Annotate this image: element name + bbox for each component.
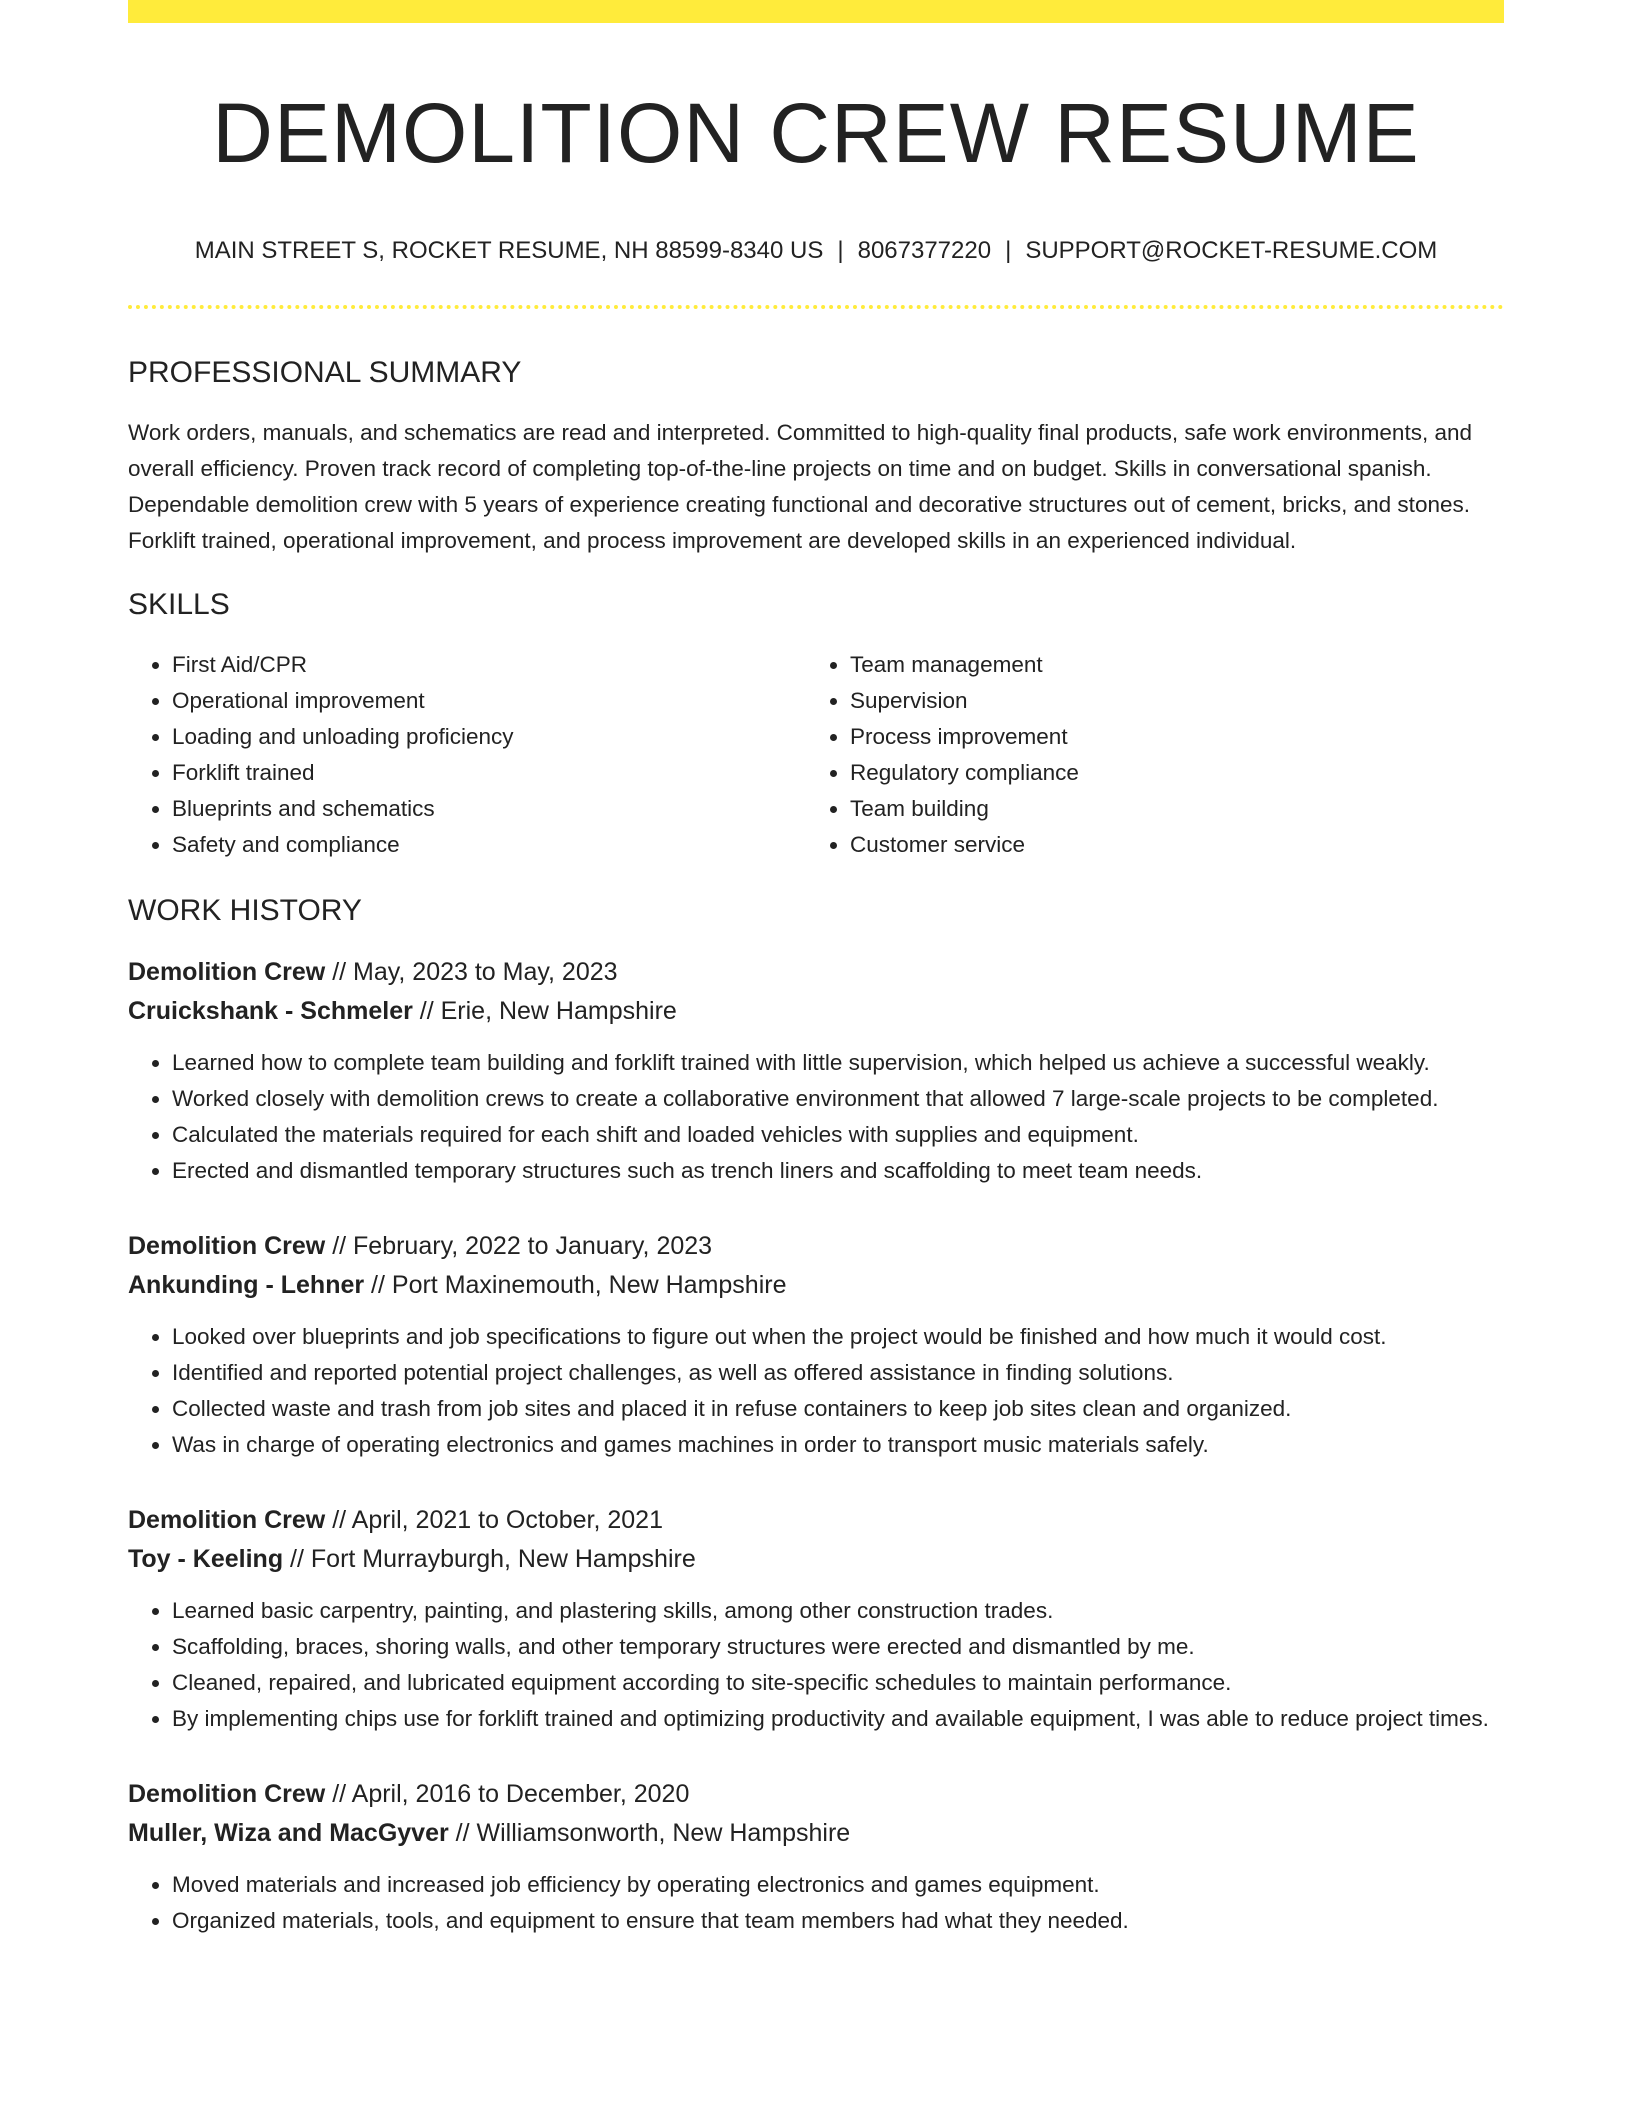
contact-separator: | xyxy=(1005,237,1012,264)
job-location: // Port Maxinemouth, New Hampshire xyxy=(364,1271,787,1299)
job-bullets xyxy=(128,1593,1504,1737)
job-bullets xyxy=(128,1867,1504,1939)
address-text: MAIN STREET S, ROCKET RESUME, NH 88599-8340 US xyxy=(194,237,824,264)
dotted-divider xyxy=(128,305,1504,309)
skills-column-right xyxy=(806,647,1484,863)
job-bullet: • Erected and dismantled temporary structures such as trench liners and scaffolding to meet team needs. xyxy=(172,1153,1504,1189)
job-title: Demolition Crew xyxy=(128,1232,326,1260)
skill-item: • Customer service xyxy=(850,827,1484,863)
job-bullet: • By implementing chips use for forklift trained and optimizing productivity and available equipment, I was able to reduce project times. xyxy=(172,1701,1504,1737)
job-company-line xyxy=(128,1540,1504,1579)
job-company-line xyxy=(128,992,1504,1031)
contact-line xyxy=(128,235,1504,267)
skill-item: • Team management xyxy=(850,647,1484,683)
job-bullet: • Calculated the materials required for each shift and loaded vehicles with supplies and equipment. xyxy=(172,1117,1504,1153)
job-entry xyxy=(128,1501,1504,1737)
job-company: Cruickshank - Schmeler xyxy=(128,997,413,1025)
summary-text: Work orders, manuals, and schematics are read and interpreted. Committed to high-quality final products, safe work environments, and overall efficiency. Proven track record of completing top-of-the-line projects on time and on budget. Skills in conversational spanish. Dependable demolition crew with 5 years of experience creating functional and decorative structures out of cement, bricks, and stones. Forklift trained, operational improvement, and process improvement are developed skills in an experienced individual. xyxy=(128,420,1472,553)
contact-separator: | xyxy=(837,237,844,264)
job-company-line xyxy=(128,1266,1504,1305)
phone-text: 8067377220 xyxy=(857,237,992,264)
job-dates: // February, 2022 to January, 2023 xyxy=(325,1232,713,1260)
job-entry xyxy=(128,1775,1504,1939)
job-bullet: • Identified and reported potential project challenges, as well as offered assistance in finding solutions. xyxy=(172,1355,1504,1391)
job-title-line xyxy=(128,1501,1504,1540)
job-bullet: • Organized materials, tools, and equipment to ensure that team members had what they needed. xyxy=(172,1903,1504,1939)
summary-heading: PROFESSIONAL SUMMARY xyxy=(128,356,522,389)
job-company: Ankunding - Lehner xyxy=(128,1271,365,1299)
job-bullet: • Looked over blueprints and job specifications to figure out when the project would be finished and how much it would cost. xyxy=(172,1319,1504,1355)
skill-item: • First Aid/CPR xyxy=(172,647,806,683)
skill-item: • Team building xyxy=(850,791,1484,827)
job-bullet: • Learned basic carpentry, painting, and plastering skills, among other construction trades. xyxy=(172,1593,1504,1629)
job-title-line xyxy=(128,1227,1504,1266)
job-bullet: • Worked closely with demolition crews to create a collaborative environment that allowed 7 large-scale projects to be completed. xyxy=(172,1081,1504,1117)
accent-top-bar xyxy=(128,0,1504,23)
job-bullet: • Scaffolding, braces, shoring walls, and other temporary structures were erected and dismantled by me. xyxy=(172,1629,1504,1665)
job-company: Muller, Wiza and MacGyver xyxy=(128,1819,449,1847)
skills-grid xyxy=(128,647,1504,863)
job-title: Demolition Crew xyxy=(128,1780,326,1808)
job-title: Demolition Crew xyxy=(128,958,326,986)
job-title-line xyxy=(128,953,1504,992)
job-entry xyxy=(128,1227,1504,1463)
skills-column-left xyxy=(128,647,806,863)
job-title: Demolition Crew xyxy=(128,1506,326,1534)
skill-item: • Regulatory compliance xyxy=(850,755,1484,791)
job-bullet: • Was in charge of operating electronics and games machines in order to transport music materials safely. xyxy=(172,1427,1504,1463)
job-location: // Erie, New Hampshire xyxy=(412,997,677,1025)
job-location: // Williamsonworth, New Hampshire xyxy=(448,1819,851,1847)
resume-title: DEMOLITION CREW RESUME xyxy=(212,86,1420,180)
job-bullets xyxy=(128,1319,1504,1463)
job-dates: // May, 2023 to May, 2023 xyxy=(325,958,618,986)
job-company-line xyxy=(128,1814,1504,1853)
skill-item: • Blueprints and schematics xyxy=(172,791,806,827)
job-location: // Fort Murrayburgh, New Hampshire xyxy=(283,1545,696,1573)
job-bullet: • Moved materials and increased job efficiency by operating electronics and games equipment. xyxy=(172,1867,1504,1903)
job-bullets xyxy=(128,1045,1504,1189)
job-bullet: • Collected waste and trash from job sites and placed it in refuse containers to keep job sites clean and organized. xyxy=(172,1391,1504,1427)
job-dates: // April, 2016 to December, 2020 xyxy=(325,1780,690,1808)
skill-item: • Process improvement xyxy=(850,719,1484,755)
skill-item: • Loading and unloading proficiency xyxy=(172,719,806,755)
skill-item: • Supervision xyxy=(850,683,1484,719)
skill-item: • Operational improvement xyxy=(172,683,806,719)
email-text: SUPPORT@ROCKET-RESUME.COM xyxy=(1025,237,1438,264)
work-history-heading: WORK HISTORY xyxy=(128,894,362,927)
job-title-line xyxy=(128,1775,1504,1814)
skill-item: • Forklift trained xyxy=(172,755,806,791)
job-bullet: • Cleaned, repaired, and lubricated equipment according to site-specific schedules to maintain performance. xyxy=(172,1665,1504,1701)
resume-page xyxy=(128,0,1504,1939)
job-company: Toy - Keeling xyxy=(128,1545,284,1573)
skill-item: • Safety and compliance xyxy=(172,827,806,863)
job-dates: // April, 2021 to October, 2021 xyxy=(325,1506,663,1534)
job-entry xyxy=(128,953,1504,1189)
skills-heading: SKILLS xyxy=(128,588,230,621)
job-bullet: • Learned how to complete team building and forklift trained with little supervision, which helped us achieve a successful weakly. xyxy=(172,1045,1504,1081)
